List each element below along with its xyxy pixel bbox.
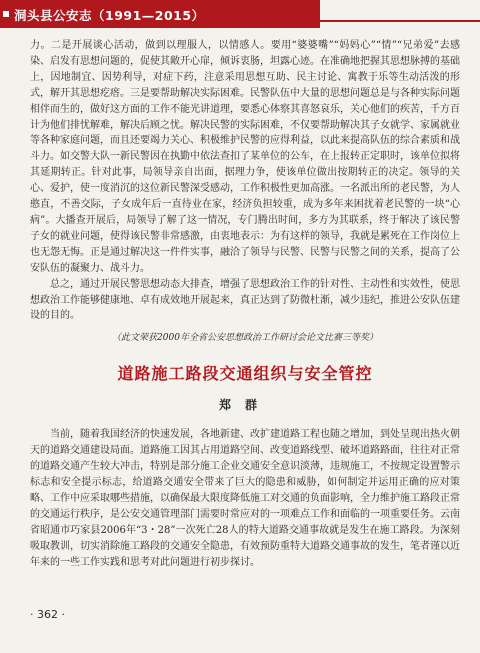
header-square-icon bbox=[3, 11, 9, 17]
page-number: · 362 · bbox=[30, 608, 65, 621]
award-note: （此文荣获2000年全省公安思想政治工作研讨会论文比赛三等奖） bbox=[112, 333, 378, 344]
article-author: 郑群 bbox=[218, 398, 271, 413]
header-band bbox=[0, 0, 320, 28]
section1-paragraph-1: 力。二是开展谈心活动，做到以理服人，以情感人。要用“婆婆嘴”“妈妈心”“情”“兄弟爱”去感染、启发有思想问题的，促使其敞开心扉，倾诉衷肠，坦露心迹。在准确地把握其思想脉搏的基础上，因地制宜、因势利导，对症下药，注意采用思想互助、民主讨论、寓教于乐等生动活泼的形式，解开其思想疙瘩。三是要帮助解决实际困难。民警队伍中大量的思想问题总是与各种实际问题相伴而生的，做好这方面的工作不能光讲道理，要悉心体察其喜怒哀乐，关心他们的疾苦，千方百计为他们排忧解难，解决后顾之忧。解决民警的实际困难，不仅要帮助解决其子女就学、家属就业等各种家庭问题，而且还要竭力关心、积极维护民警的应得利益，以此来提高队伍的综合素质和战斗力。如交警大队一新民警因在执勤中依法查扣了某单位的公车，在上报转正定职时，该单位拟将其延期转正。针对此事，局领导亲自出面，据理力争，使该单位做出按期转正的决定。领导的关心、爱护，使一度消沉的这位新民警深受感动，工作积极性更加高涨。一名派出所的老民警，为人憨直，不善交际，子女成年后一直待业在家，经济负担较重，成为多年来困扰着老民警的一块“心病”。大播查开展后，局领导了解了这一情况，专门腾出时间，多方为其联系，终于解决了该民警子女的就业问题，使得该民警非常感激，由衷地表示：为有这样的领导，我就是累死在工作岗位上也无怨无悔。正是通过解决这一件件实事，融洽了领导与民警、民警与民警之间的关系，提高了公安队伍的凝聚力、战斗力。 bbox=[30, 40, 460, 274]
book-title: 洞头县公安志（1991—2015） bbox=[14, 8, 205, 23]
header-rule bbox=[320, 20, 480, 22]
page-body bbox=[30, 38, 460, 570]
article-title: 道路施工路段交通组织与安全管控 bbox=[117, 364, 373, 384]
section2-paragraph-1: 当前，随着我国经济的快速发展，各地新建、改扩建道路工程也随之增加，到处呈现出热火朝天的道路交通建设局面。道路施工因其占用道路空间、改变道路线型、破坏道路路面，往往对正常的道路交通产生较大冲击，特别是部分施工企业交通安全意识淡薄，违规施工，不按规定设置警示标志和安全提示标志，给道路交通安全带来了巨大的隐患和威胁，如何制定并运用正确的应对策略、工作中应采取哪些措施，以确保最大限度降低施工对交通的负面影响，全力维护施工路段正常的交通运行秩序，是公安交通管理部门需要时常应对的一项难点工作和面临的一项重要任务。云南省昭通市巧家县2006年“3・28”一次死亡28人的特大道路交通事故就是发生在施工路段。为深刻吸取教训，切实消除施工路段的交通安全隐患，有效预防重特大道路交通事故的发生，笔者谨以近年来的一些工作实践和思考对此问题进行初步探讨。 bbox=[30, 429, 460, 568]
running-header bbox=[0, 0, 480, 28]
section1-paragraph-2: 总之，通过开展民警思想动态大排查，增强了思想政治工作的针对性、主动性和实效性，使思想政治工作能够健康地、卓有成效地开展起来，真正达到了防微杜渐，减少违纪，推进公安队伍建设的目的。 bbox=[30, 278, 460, 322]
